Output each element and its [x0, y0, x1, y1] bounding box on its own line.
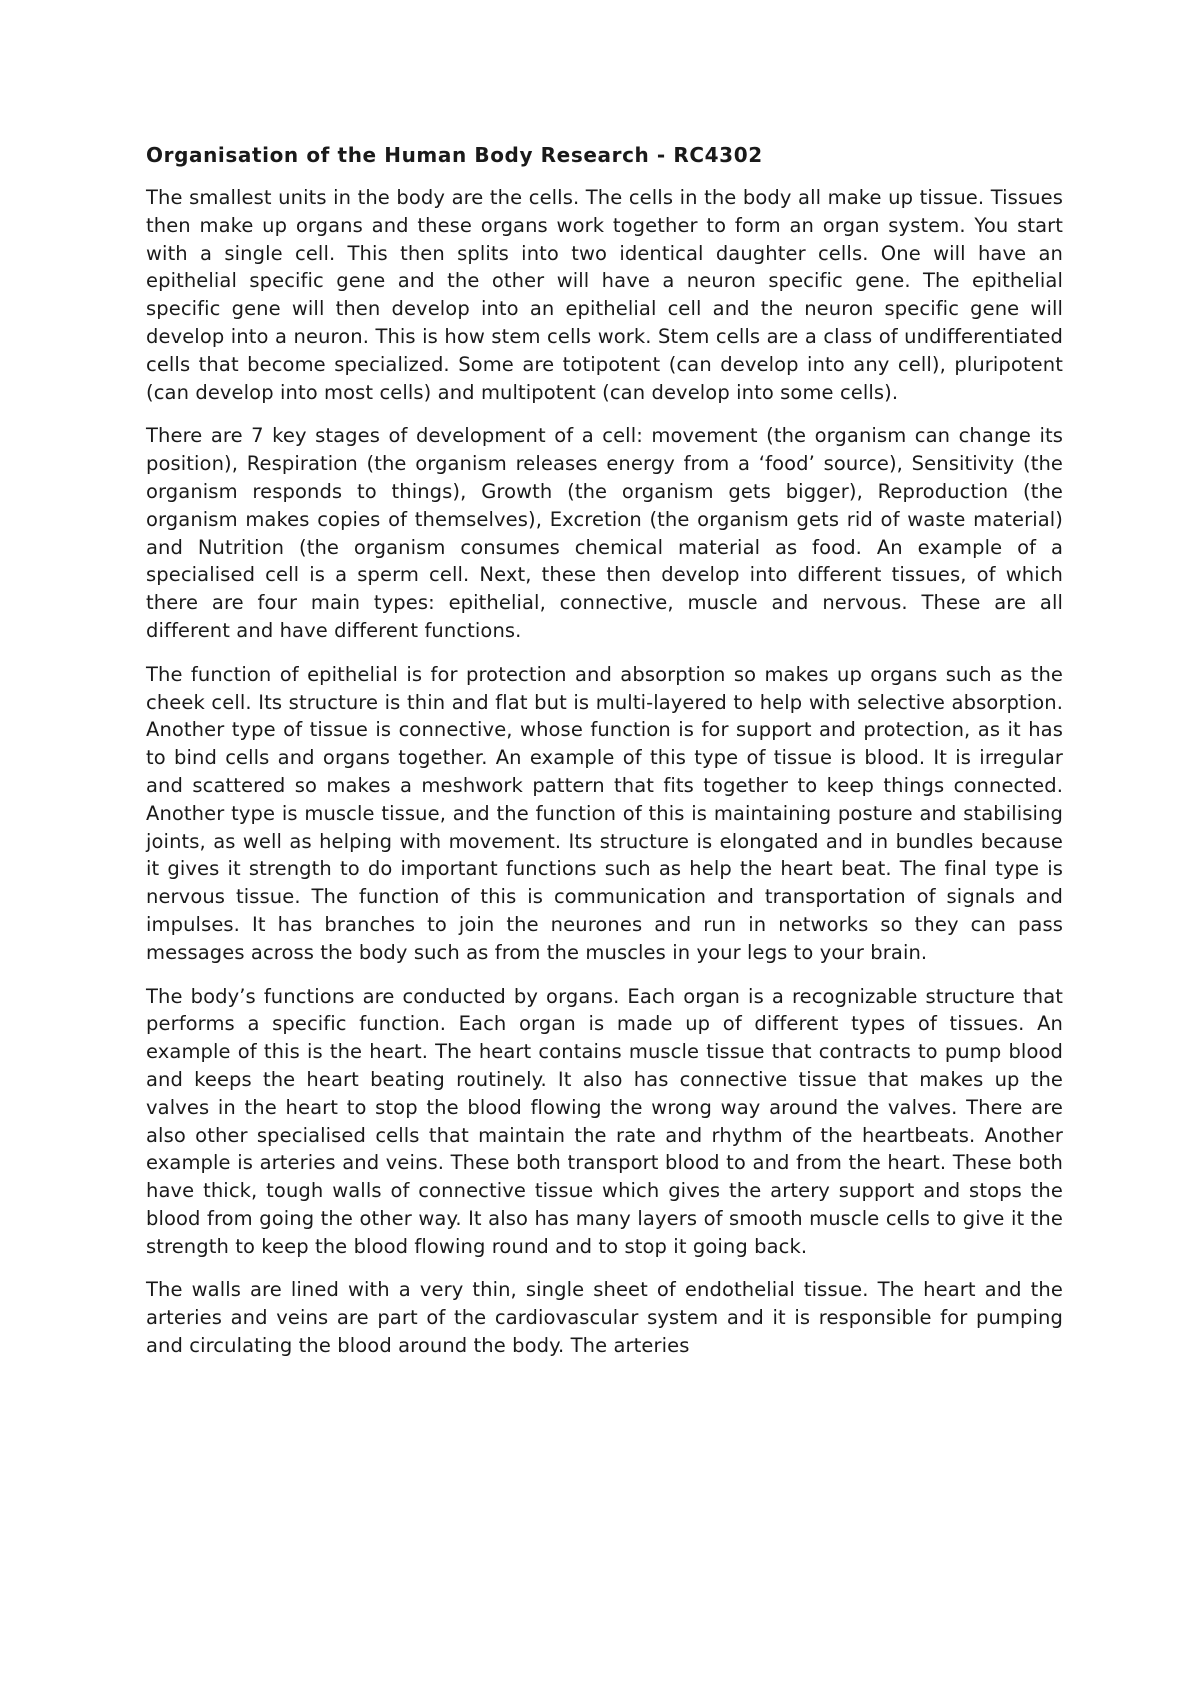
paragraph-tissue-types: The function of epithelial is for protection and absorption so makes up organs such as the cheek cell. Its structure is thin and flat but is multi-layered to help with selective absorption. Another type of tissue is connective, whose function is for support and protection, as it has to bind cells and organs together. An example of this type of tissue is blood. It is irregular and scattered so makes a meshwork pattern that fits together to keep things connected. Another type is muscle tissue, and the function of this is maintaining posture and stabilising joints, as well as helping with movement. Its structure is elongated and in bundles because it gives it strength to do important functions such as help the heart beat. The final type is nervous tissue. The function of this is communication and transportation of signals and impulses. It has branches to join the neurones and run in networks so they can pass messages across the body such as from the muscles in your legs to your brain.	[146, 662, 1063, 964]
paragraph-cardiovascular: The walls are lined with a very thin, single sheet of endothelial tissue. The heart and the arteries and veins are part of the cardiovascular system and it is responsible for pumping and circulating the blood around the body. The arteries	[146, 1278, 1063, 1358]
paragraph-organs: The body’s functions are conducted by organs. Each organ is a recognizable structure that performs a specific function. Each organ is made up of different types of tissues. An example of this is the heart. The heart contains muscle tissue that contracts to pump blood and keeps the heart beating routinely. It also has connective tissue that makes up the valves in the heart to stop the blood flowing the wrong way around the valves. There are also other specialised cells that maintain the rate and rhythm of the heartbeats. Another example is arteries and veins. These both transport blood to and from the heart. These both have thick, tough walls of connective tissue which gives the artery support and stops the blood from going the other way. It also has many layers of smooth muscle cells to give it the strength to keep the blood flowing round and to stop it going back.	[146, 984, 1063, 1258]
document-page	[146, 140, 1063, 1376]
paragraph-development-stages: There are 7 key stages of development of a cell: movement (the organism can change its position), Respiration (the organism releases energy from a ‘food’ source), Sensitivity (the organism responds to things), Growth (the organism gets bigger), Reproduction (the organism makes copies of themselves), Excretion (the organism gets rid of waste material) and Nutrition (the organism consumes chemical material as food. An example of a specialised cell is a sperm cell. Next, these then develop into different tissues, of which there are four main types: epithelial, connective, muscle and nervous. These are all different and have different functions.	[146, 424, 1063, 642]
document-title: Organisation of the Human Body Research - RC4302	[146, 143, 763, 167]
paragraph-cells: The smallest units in the body are the cells. The cells in the body all make up tissue. Tissues then make up organs and these organs work together to form an organ system. You start with a single cell. This then splits into two identical daughter cells. One will have an epithelial specific gene and the other will have a neuron specific gene. The epithelial specific gene will then develop into an epithelial cell and the neuron specific gene will develop into a neuron. This is how stem cells work. Stem cells are a class of undifferentiated cells that become specialized. Some are totipotent (can develop into any cell), pluripotent (can develop into most cells) and multipotent (can develop into some cells).	[146, 186, 1063, 404]
